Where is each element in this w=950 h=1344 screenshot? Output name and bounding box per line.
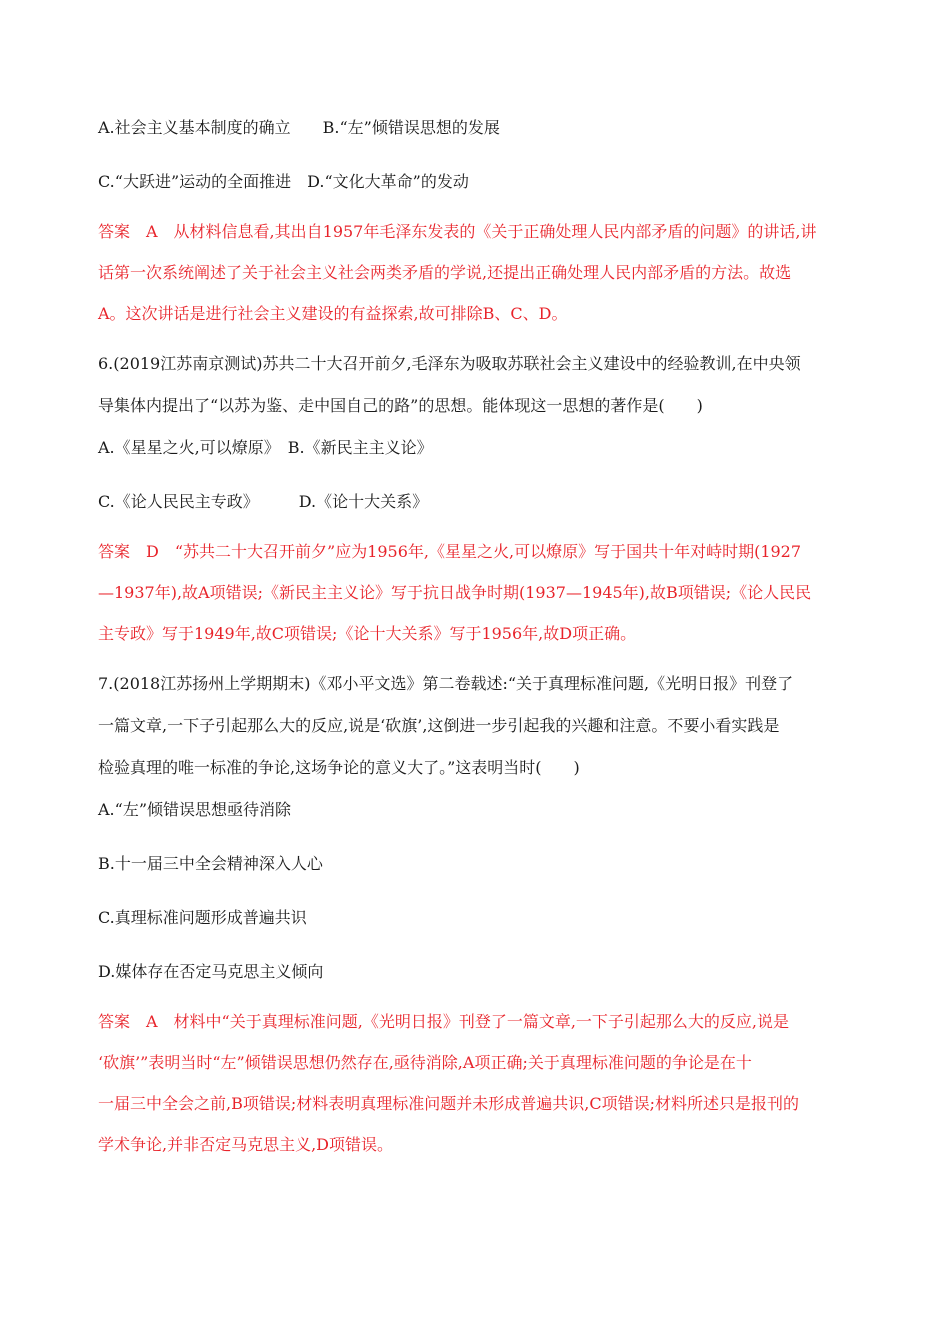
q6-option-c-d: C.《论人民民主专政》 D.《论十大关系》 xyxy=(98,492,429,511)
q7-answer-line-3: 一届三中全会之前,B项错误;材料表明真理标准问题并未形成普遍共识,C项错误;材料所述只是报刊的 xyxy=(98,1094,799,1113)
q6-answer-line-3: 主专政》写于1949年,故C项错误;《论十大关系》写于1956年,故D项正确。 xyxy=(98,624,637,643)
q6-stem-line-1: 6.(2019江苏南京测试)苏共二十大召开前夕,毛泽东为吸取苏联社会主义建设中的经验教训,在中央领 xyxy=(98,354,801,373)
q7-option-a: A.“左”倾错误思想亟待消除 xyxy=(98,800,292,819)
q5-answer-line-2: 话第一次系统阐述了关于社会主义社会两类矛盾的学说,还提出正确处理人民内部矛盾的方法。故选 xyxy=(98,263,792,282)
q7-option-b: B.十一届三中全会精神深入人心 xyxy=(98,854,323,873)
q5-answer xyxy=(98,222,858,324)
q7-answer-line-2: ‘砍旗’”表明当时“左”倾错误思想仍然存在,亟待消除,A项正确;关于真理标准问题的争论是在十 xyxy=(98,1053,752,1072)
document-page xyxy=(98,118,858,1185)
q7-option-d: D.媒体存在否定马克思主义倾向 xyxy=(98,962,324,981)
q6-stem xyxy=(98,354,858,416)
q7-answer-line-1: 答案 A 材料中“关于真理标准问题,《光明日报》刊登了一篇文章,一下子引起那么大的反应,说是 xyxy=(98,1012,789,1031)
q5-option-a-b: A.社会主义基本制度的确立 B.“左”倾错误思想的发展 xyxy=(98,118,500,137)
q7-stem-line-2: 一篇文章,一下子引起那么大的反应,说是‘砍旗’,这倒进一步引起我的兴趣和注意。不要小看实践是 xyxy=(98,716,780,735)
q6-answer xyxy=(98,542,858,644)
q7-stem-line-1: 7.(2018江苏扬州上学期期末)《邓小平文选》第二卷载述:“关于真理标准问题,《光明日报》刊登了 xyxy=(98,674,794,693)
q6-option-a-b: A.《星星之火,可以燎原》 B.《新民主主义论》 xyxy=(98,438,433,457)
q7-answer-line-4: 学术争论,并非否定马克思主义,D项错误。 xyxy=(98,1135,394,1154)
q7-stem-line-3: 检验真理的唯一标准的争论,这场争论的意义大了。”这表明当时( ) xyxy=(98,758,580,777)
q6-stem-line-2: 导集体内提出了“以苏为鉴、走中国自己的路”的思想。能体现这一思想的著作是( ) xyxy=(98,396,703,415)
q6-answer-line-2: —1937年),故A项错误;《新民主主义论》写于抗日战争时期(1937—1945年),故B项错误;《论人民民 xyxy=(98,583,812,602)
q7-option-c: C.真理标准问题形成普遍共识 xyxy=(98,908,307,927)
q6-answer-line-1: 答案 D “苏共二十大召开前夕”应为1956年,《星星之火,可以燎原》写于国共十年对峙时期(1927 xyxy=(98,542,802,561)
q5-option-c-d: C.“大跃进”运动的全面推进 D.“文化大革命”的发动 xyxy=(98,172,469,191)
q7-answer xyxy=(98,1012,858,1155)
q5-answer-line-1: 答案 A 从材料信息看,其出自1957年毛泽东发表的《关于正确处理人民内部矛盾的问题》的讲话,讲 xyxy=(98,222,817,241)
q5-answer-line-3: A。这次讲话是进行社会主义建设的有益探索,故可排除B、C、D。 xyxy=(98,304,568,323)
q7-stem xyxy=(98,674,858,778)
